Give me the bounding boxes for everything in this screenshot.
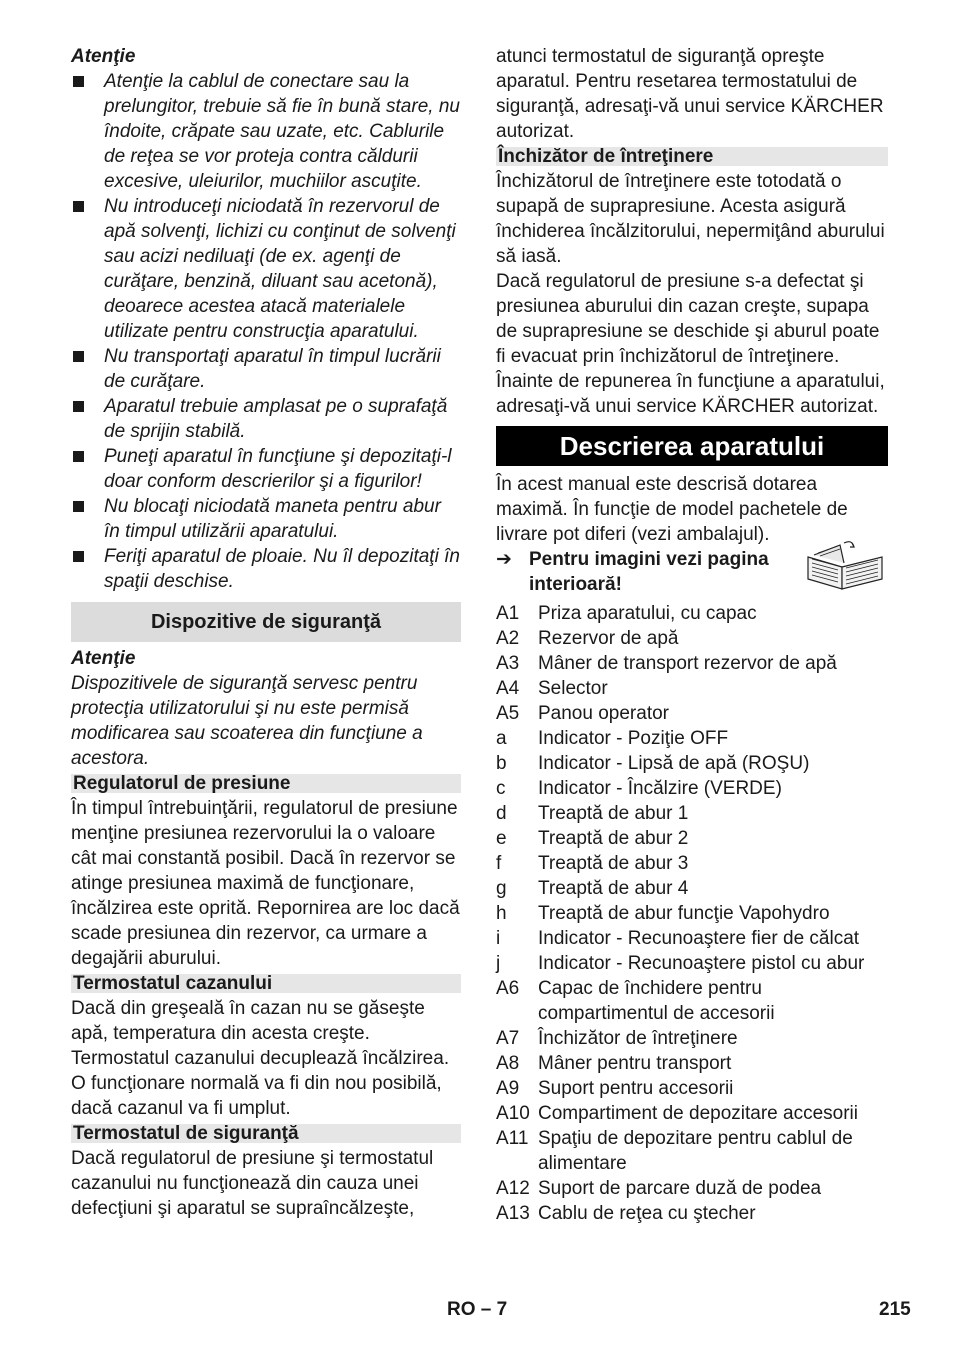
- parts-list: [496, 601, 888, 1226]
- page-number: 215: [879, 1299, 911, 1320]
- parts-row: [496, 601, 888, 626]
- part-code: A12: [496, 1178, 530, 1199]
- part-code: A3: [496, 653, 520, 674]
- part-code: A2: [496, 628, 520, 649]
- bullet-square-icon: [73, 451, 84, 462]
- parts-row: [496, 801, 888, 826]
- parts-row: [496, 751, 888, 776]
- parts-row: [496, 876, 888, 901]
- part-label: Mâner de transport rezervor de apă: [538, 653, 837, 674]
- warning-bullet-item: [71, 494, 461, 544]
- parts-row: [496, 951, 888, 976]
- warning-bullet-item: [71, 194, 461, 344]
- part-label: Treaptă de abur 3: [538, 853, 689, 874]
- parts-row: [496, 1026, 888, 1051]
- parts-row: [496, 926, 888, 951]
- paragraph-continuation: atunci termostatul de siguranţă opreşte aparatul. Pentru resetarea termostatului de siguranţă, adresaţi-vă unui service KÄRCHER autorizat.: [496, 46, 884, 142]
- atentie-heading: Atenţie: [71, 46, 136, 67]
- bullet-text: Atenţie la cablul de conectare sau la prelungitor, trebuie să fie în bună stare, nu îndoite, crăpate sau uzate, etc. Cablurile de reţea se vor proteja contra căldurii excesive, uleiurilor, muchiilor ascuţite.: [104, 71, 460, 192]
- parts-row: [496, 851, 888, 876]
- part-code: c: [496, 778, 506, 799]
- paragraph-inchizator-2: Dacă regulatorul de presiune s-a defectat şi presiunea aburului din cazan creşte, supapa de suprapresiune se deschide şi aburul poate fi evacuat prin închizătorul de întreţinere.: [496, 271, 880, 367]
- left-column: [71, 44, 461, 1221]
- part-label: Rezervor de apă: [538, 628, 679, 649]
- right-column: [496, 44, 888, 1226]
- subheading-termostat-cazan: Termostatul cazanului: [71, 974, 461, 993]
- section-title-dispozitive: Dispozitive de siguranţă: [71, 602, 461, 642]
- part-label: Priza aparatului, cu capac: [538, 603, 757, 624]
- warning-bullet-item: [71, 544, 461, 594]
- paragraph-intro: În acest manual este descrisă dotarea maximă. În funcţie de model pachetele de livrare pot diferi (vezi ambalajul).: [496, 474, 848, 545]
- note-text: Pentru imagini vezi pagina interioară!: [529, 549, 769, 595]
- bullet-square-icon: [73, 401, 84, 412]
- part-code: A10: [496, 1103, 530, 1124]
- part-label: Treaptă de abur funcţie Vapohydro: [538, 903, 830, 924]
- bullet-square-icon: [73, 351, 84, 362]
- bullet-square-icon: [73, 551, 84, 562]
- bullet-text: Nu introduceţi niciodată în rezervorul de apă solvenţi, lichizi cu conţinut de solvenţi sau acizi nediluaţi (de ex. agenţi de curăţare, benzină, diluant sau acetonă), deoarece acestea atacă materialele utilizate pentru construcţia aparatului.: [104, 196, 456, 342]
- part-code: A13: [496, 1203, 530, 1224]
- atentie-heading-2: Atenţie: [71, 648, 136, 669]
- parts-row: [496, 1101, 888, 1126]
- bullet-square-icon: [73, 501, 84, 512]
- parts-row: [496, 676, 888, 701]
- parts-row: [496, 651, 888, 676]
- part-label: Indicator - Poziţie OFF: [538, 728, 729, 749]
- bullet-square-icon: [73, 76, 84, 87]
- parts-row: [496, 826, 888, 851]
- parts-row: [496, 726, 888, 751]
- part-label: Mâner pentru transport: [538, 1053, 732, 1074]
- part-code: d: [496, 803, 507, 824]
- warning-bullet-item: [71, 394, 461, 444]
- part-code: b: [496, 753, 507, 774]
- warning-bullet-item: [71, 444, 461, 494]
- parts-row: [496, 1176, 888, 1201]
- part-label: Indicator - Recunoaştere fier de călcat: [538, 928, 860, 949]
- parts-row: [496, 701, 888, 726]
- bullet-text: Nu blocaţi niciodată maneta pentru abur în timpul utilizării aparatului.: [104, 496, 441, 542]
- subheading-regulator: Regulatorul de presiune: [71, 774, 461, 793]
- part-label: Indicator - Lipsă de apă (ROŞU): [538, 753, 810, 774]
- part-code: A5: [496, 703, 520, 724]
- subheading-inchizator: Închizător de întreţinere: [496, 147, 888, 166]
- part-label: Cablu de reţea cu ştecher: [538, 1203, 756, 1224]
- part-label: Treaptă de abur 1: [538, 803, 689, 824]
- subheading-termostat-siguranta: Termostatul de siguranţă: [71, 1124, 461, 1143]
- part-label: Treaptă de abur 4: [538, 878, 689, 899]
- parts-row: [496, 976, 888, 1026]
- parts-row: [496, 626, 888, 651]
- part-code: A7: [496, 1028, 520, 1049]
- parts-row: [496, 1201, 888, 1226]
- part-label: Selector: [538, 678, 608, 699]
- warning-bullet-item: [71, 69, 461, 194]
- part-code: A9: [496, 1078, 520, 1099]
- paragraph-termostat-siguranta: Dacă regulatorul de presiune şi termostatul cazanului nu funcţionează din cauza unei defecţiuni şi aparatul se supraîncălzeşte,: [71, 1148, 434, 1219]
- paragraph-regulator: În timpul întrebuinţării, regulatorul de presiune menţine presiunea rezervorului la o valoare cât mai constantă posibil. Dacă în rezervor se atinge presiunea maximă de funcţionare, încălzirea este oprită. Repornirea are loc dacă scade presiunea din rezervor, ca urmare a degajării aburului.: [71, 798, 460, 969]
- part-code: e: [496, 828, 507, 849]
- part-label: Suport pentru accesorii: [538, 1078, 734, 1099]
- part-label: Indicator - Recunoaştere pistol cu abur: [538, 953, 865, 974]
- part-label: Indicator - Încălzire (VERDE): [538, 778, 782, 799]
- parts-row: [496, 901, 888, 926]
- parts-row: [496, 1076, 888, 1101]
- part-code: A4: [496, 678, 520, 699]
- bullet-text: Aparatul trebuie amplasat pe o suprafaţă de sprijin stabilă.: [104, 396, 448, 442]
- bullet-text: Nu transportaţi aparatul în timpul lucrării de curăţare.: [104, 346, 441, 392]
- warning-bullet-list: [71, 69, 461, 594]
- part-label: Spaţiu de depozitare pentru cablul de alimentare: [538, 1128, 853, 1174]
- part-code: j: [496, 953, 501, 974]
- part-label: Compartiment de depozitare accesorii: [538, 1103, 858, 1124]
- part-label: Suport de parcare duză de podea: [538, 1178, 822, 1199]
- part-code: A11: [496, 1128, 529, 1149]
- bullet-text: Puneţi aparatul în funcţiune şi depozitaţi-l doar conform descrierilor şi a figurilor!: [104, 446, 452, 492]
- part-code: A1: [496, 603, 520, 624]
- part-label: Treaptă de abur 2: [538, 828, 689, 849]
- section-title-descrierea: Descrierea aparatului: [496, 426, 888, 466]
- part-label: Închizător de întreţinere: [538, 1028, 738, 1049]
- atentie-text: Dispozitivele de siguranţă servesc pentru protecţia utilizatorului şi nu este permisă modificarea sau scoaterea din funcţiune a acestora.: [71, 673, 423, 769]
- part-code: g: [496, 878, 507, 899]
- part-code: A6: [496, 978, 520, 999]
- parts-row: [496, 776, 888, 801]
- part-label: Panou operator: [538, 703, 669, 724]
- note-images: [496, 547, 888, 597]
- part-code: a: [496, 728, 507, 749]
- book-icon: [804, 539, 886, 591]
- parts-row: [496, 1051, 888, 1076]
- part-label: Capac de închidere pentru compartimentul de accesorii: [538, 978, 775, 1024]
- paragraph-inchizator-1: Închizătorul de întreţinere este totodată o supapă de suprapresiune. Acesta asigură închiderea încălzitorului, nepermiţând aburului să iasă.: [496, 171, 885, 267]
- footer-section-label: RO – 7: [447, 1299, 508, 1320]
- bullet-text: Feriţi aparatul de ploaie. Nu îl depozitaţi în spaţii deschise.: [104, 546, 460, 592]
- bullet-square-icon: [73, 201, 84, 212]
- part-code: A8: [496, 1053, 520, 1074]
- page-footer: [0, 1297, 954, 1322]
- part-code: i: [496, 928, 501, 949]
- part-code: h: [496, 903, 507, 924]
- paragraph-inchizator-3: Înainte de repunerea în funcţiune a aparatului, adresaţi-vă unui service KÄRCHER autorizat.: [496, 371, 885, 417]
- arrow-right-icon: ➔: [496, 549, 512, 570]
- warning-bullet-item: [71, 344, 461, 394]
- paragraph-termostat-cazan: Dacă din greşeală în cazan nu se găseşte apă, temperatura din acesta creşte. Termostatul cazanului decuplează încălzirea. O funcţionare normală va fi din nou posibilă, dacă cazanul va fi umplut.: [71, 998, 450, 1119]
- part-code: f: [496, 853, 502, 874]
- parts-row: [496, 1126, 888, 1176]
